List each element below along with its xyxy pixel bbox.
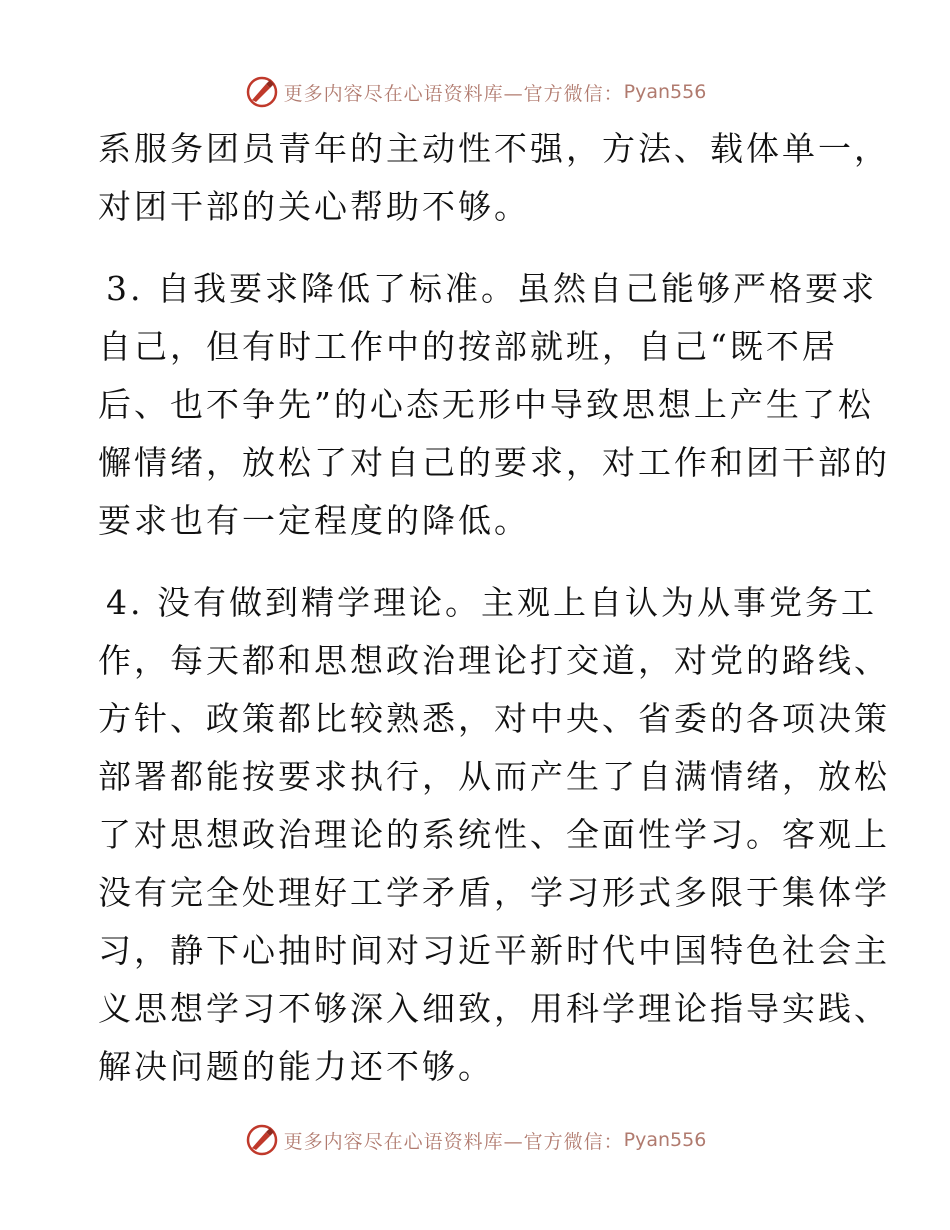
text-line: 4. 没有做到精学理论。主观上自认为从事党务工 — [106, 583, 877, 622]
paragraph — [98, 120, 890, 236]
text-line: 后、也不争先”的心态无形中导致思想上产生了松 — [98, 385, 874, 424]
text-line: 了对思想政治理论的系统性、全面性学习。客观上 — [98, 815, 890, 854]
text-line: 没有完全处理好工学矛盾，学习形式多限于集体学 — [98, 873, 890, 912]
paragraph — [98, 260, 890, 550]
watermark-text: 更多内容尽在心语资料库—官方微信： — [283, 82, 624, 105]
watermark-footer — [0, 1118, 950, 1162]
text-line: 系服务团员青年的主动性不强，方法、载体单一， — [98, 129, 890, 168]
paragraph — [98, 574, 890, 1096]
text-line: 对团干部的关心帮助不够。 — [98, 187, 530, 226]
text-line: 方针、政策都比较熟悉，对中央、省委的各项决策 — [98, 699, 890, 738]
text-line: 懈情绪，放松了对自己的要求，对工作和团干部的 — [98, 443, 890, 482]
text-line: 要求也有一定程度的降低。 — [98, 501, 530, 540]
text-line: 解决问题的能力还不够。 — [98, 1047, 494, 1086]
watermark-wechat-id: Pyan556 — [623, 81, 707, 103]
text-line: 习，静下心抽时间对习近平新时代中国特色社会主 — [98, 931, 890, 970]
text-line: 部署都能按要求执行，从而产生了自满情绪，放松 — [98, 757, 890, 796]
watermark-text: 更多内容尽在心语资料库—官方微信： — [283, 1130, 624, 1153]
text-line: 义思想学习不够深入细致，用科学理论指导实践、 — [98, 989, 890, 1028]
watermark-wechat-id: Pyan556 — [623, 1129, 707, 1151]
watermark-header — [0, 70, 950, 114]
text-line: 作，每天都和思想政治理论打交道，对党的路线、 — [98, 641, 890, 680]
text-line: 自己，但有时工作中的按部就班，自己“既不居 — [98, 327, 838, 366]
pen-circle-logo-icon — [244, 1122, 280, 1158]
pen-circle-logo-icon — [244, 74, 280, 110]
text-line: 3. 自我要求降低了标准。虽然自己能够严格要求 — [106, 269, 877, 308]
document-body — [98, 120, 890, 1096]
